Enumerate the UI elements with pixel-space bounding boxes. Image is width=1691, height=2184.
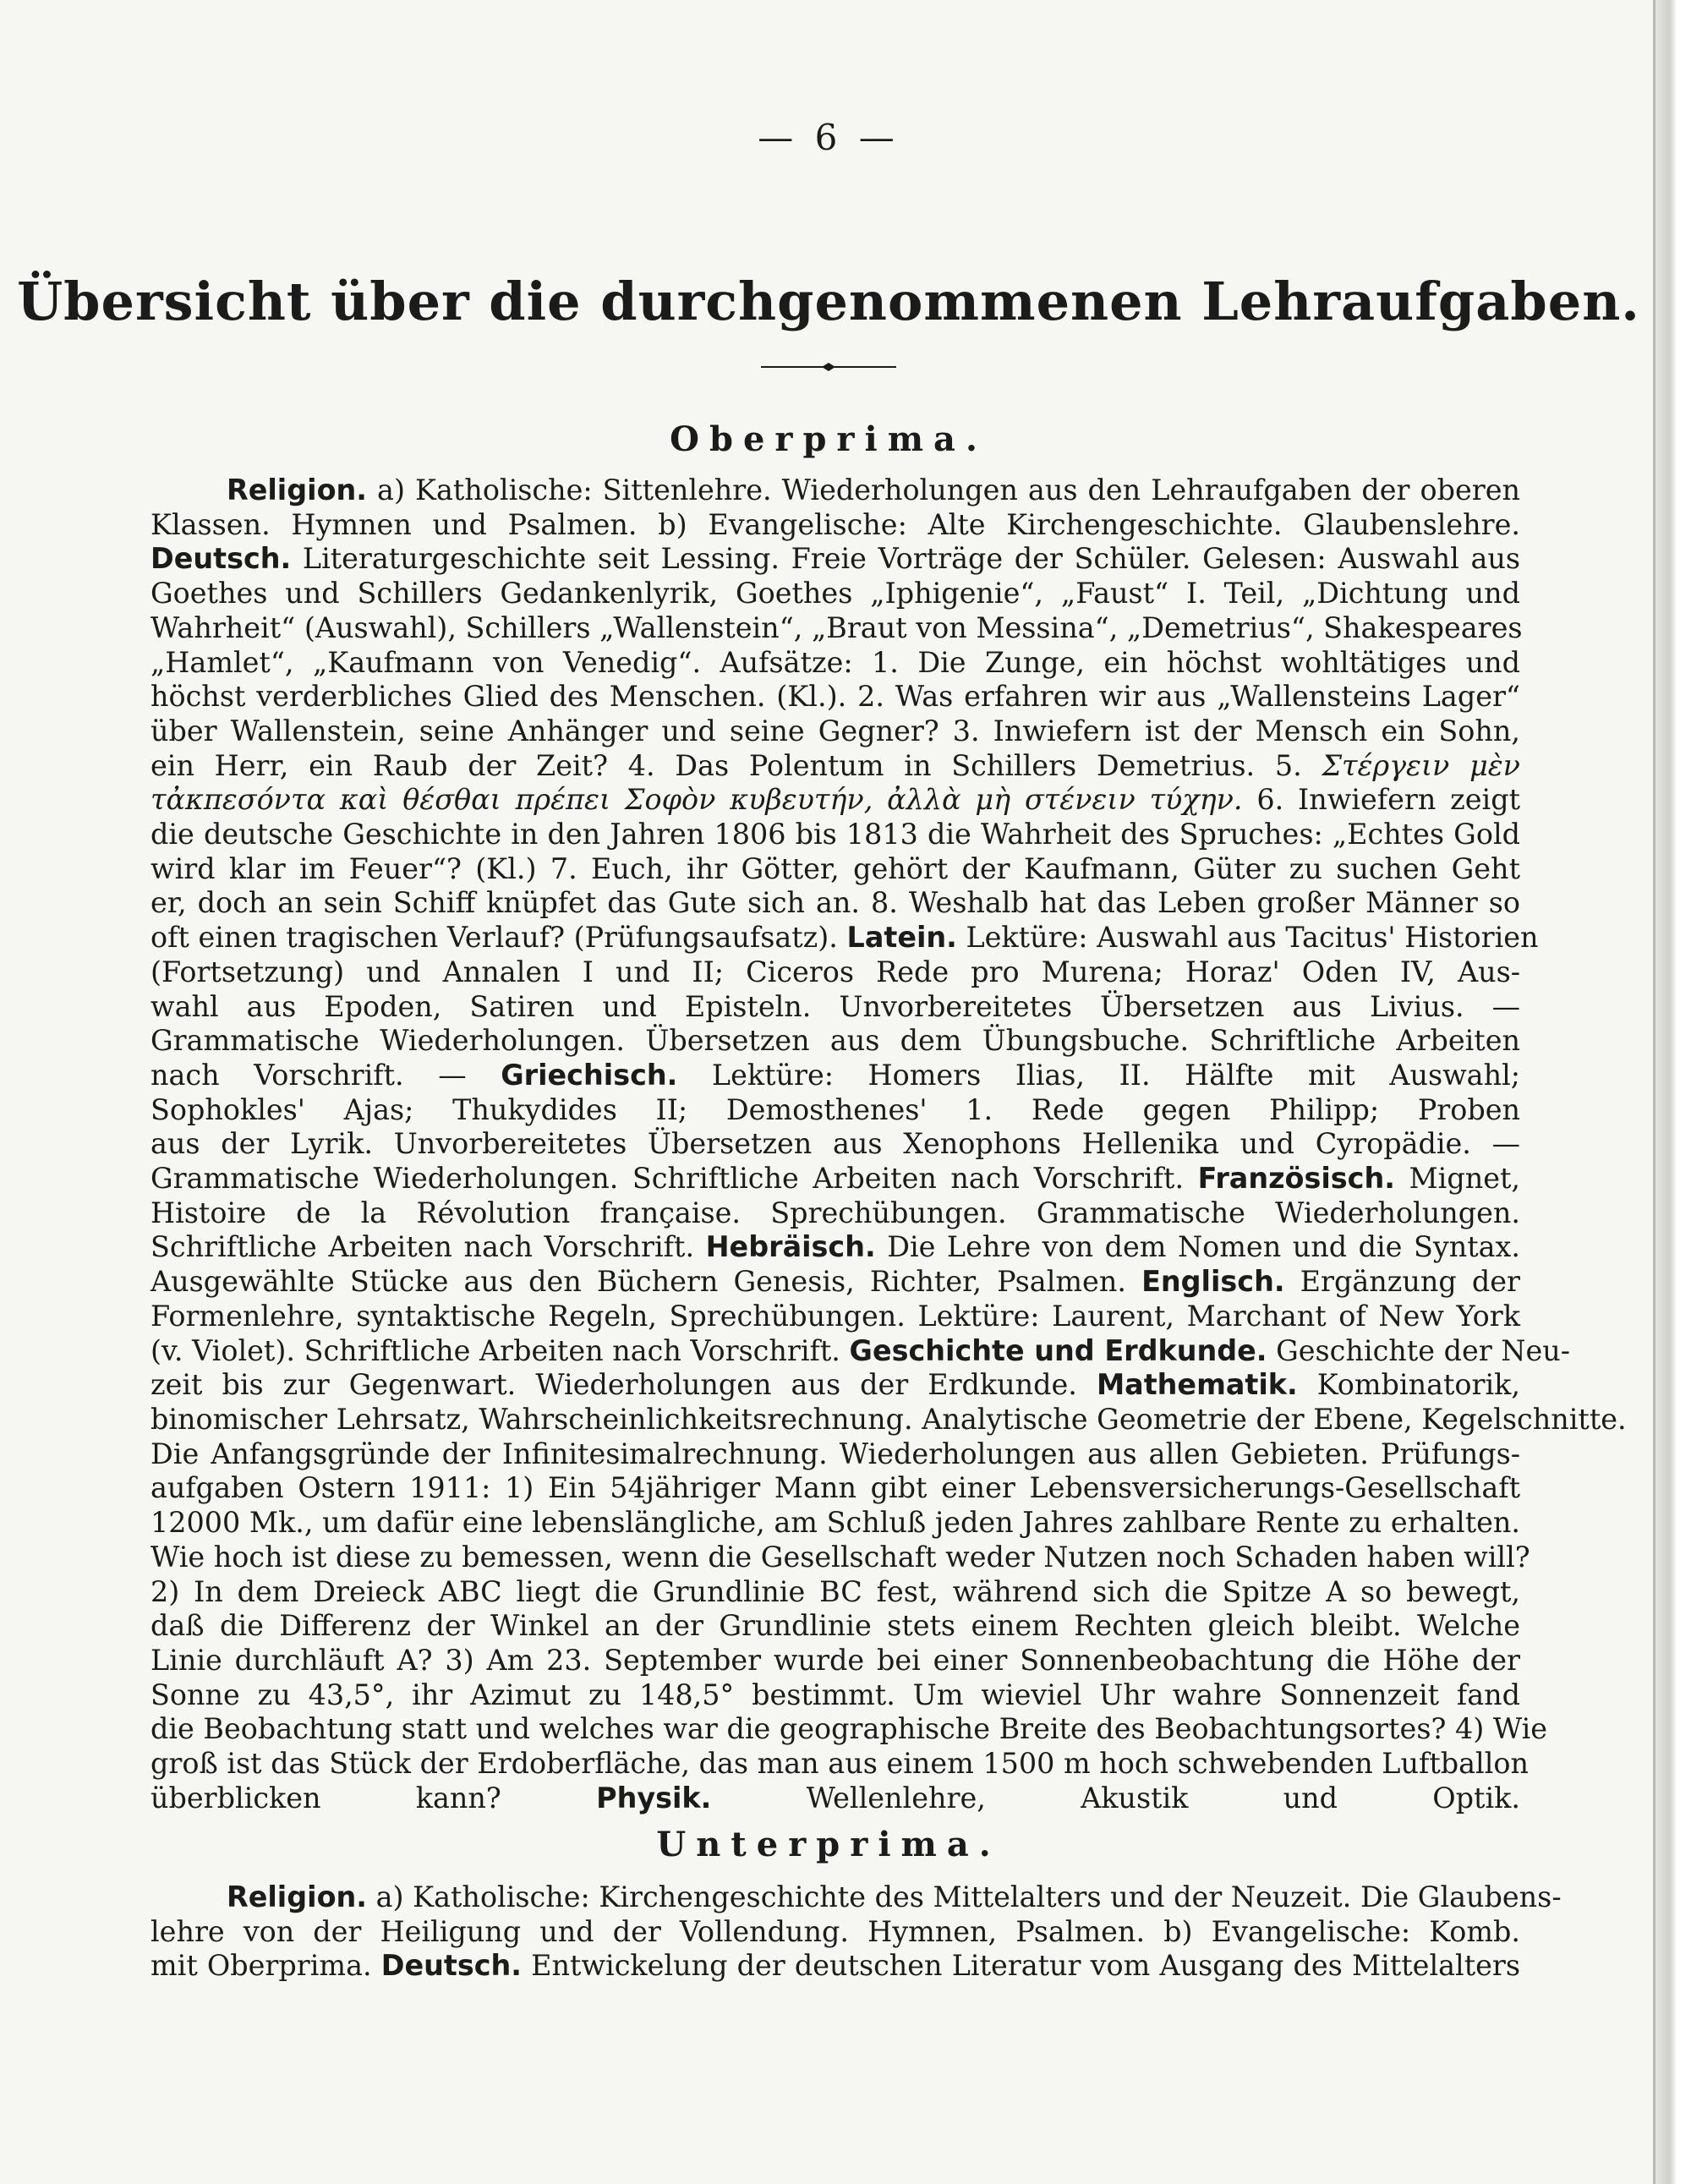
subject-label: Religion. bbox=[227, 473, 367, 506]
text-line bbox=[150, 680, 1520, 714]
body-text-run: (v. Violet). Schriftliche Arbeiten nach Vorschrift. bbox=[150, 1333, 850, 1367]
body-text-run: Sonne zu 43,5°, ihr Azimut zu 148,5° bestimmt. Um wieviel Uhr wahre Sonnenzeit fand bbox=[150, 1678, 1520, 1711]
body-text-run: Literaturgeschichte seit Lessing. Freie Vorträge der Schüler. Gelesen: Auswahl aus bbox=[291, 542, 1520, 576]
subject-label: Religion. bbox=[227, 1880, 367, 1913]
body-text-run: 2) In dem Dreieck ABC liegt die Grundlinie BC fest, während sich die Spitze A so bewegt, bbox=[150, 1574, 1520, 1608]
text-line bbox=[150, 1712, 1548, 1747]
body-text-run: 6. Inwiefern zeigt bbox=[1242, 783, 1520, 817]
text-line bbox=[150, 1782, 1520, 1816]
text-line bbox=[150, 508, 1520, 543]
text-line bbox=[150, 990, 1520, 1025]
text-line bbox=[150, 852, 1520, 887]
text-line bbox=[150, 818, 1520, 852]
body-text-run: 12000 Mk., um dafür eine lebenslängliche, am Schluß jeden Jahres zahlbare Rente zu erhalten. bbox=[150, 1506, 1520, 1540]
text-line bbox=[150, 921, 1539, 955]
text-line bbox=[150, 473, 1520, 508]
text-line bbox=[150, 1368, 1520, 1403]
body-text-run: Formenlehre, syntaktische Regeln, Sprechübungen. Lektüre: Laurent, Marchant of New York bbox=[150, 1299, 1520, 1333]
page-title: Übersicht über die durchgenommenen Lehraufgaben. bbox=[17, 271, 1640, 332]
text-line bbox=[150, 1609, 1520, 1644]
body-text-run: Sophokles' Ajas; Thukydides II; Demosthenes' 1. Rede gegen Philipp; Proben bbox=[150, 1092, 1520, 1126]
body-text-run: über Wallenstein, seine Anhänger und seine Gegner? 3. Inwiefern ist der Mensch ein Sohn, bbox=[150, 714, 1520, 747]
section-body-oberprima bbox=[150, 473, 1627, 1815]
body-text-run: aufgaben Ostern 1911: 1) Ein 54jähriger Mann gibt einer Lebensversicherungs-Gesellschaft bbox=[150, 1471, 1520, 1505]
body-text-run: Goethes und Schillers Gedankenlyrik, Goethes „Iphigenie“, „Faust“ I. Teil, „Dichtung und bbox=[150, 577, 1520, 610]
text-line bbox=[150, 1540, 1530, 1575]
text-line bbox=[150, 542, 1520, 577]
subject-label: Mathematik. bbox=[1096, 1368, 1298, 1402]
title-divider-ornament bbox=[761, 362, 896, 372]
text-line bbox=[150, 1093, 1520, 1128]
text-line bbox=[150, 749, 1520, 784]
text-line bbox=[150, 1437, 1520, 1472]
body-text-run: Ergänzung der bbox=[1284, 1265, 1520, 1299]
body-text-run: die deutsche Geschichte in den Jahren 1806 bis 1813 die Wahrheit des Spruches: „Echtes Gold bbox=[150, 818, 1520, 851]
text-line bbox=[150, 1471, 1520, 1506]
body-text-run: Entwickelung der deutschen Literatur vom Ausgang des Mittelalters bbox=[522, 1949, 1520, 1983]
body-text-run: Wie hoch ist diese zu bemessen, wenn die Gesellschaft weder Nutzen noch Schaden haben will? bbox=[150, 1540, 1530, 1574]
text-line bbox=[150, 886, 1520, 921]
subject-label: Französisch. bbox=[1197, 1162, 1395, 1196]
text-line bbox=[150, 610, 1523, 646]
body-text-run: Histoire de la Révolution française. Sprechübungen. Grammatische Wiederholungen. bbox=[150, 1196, 1520, 1229]
greek-quote: Στέργειν μὲν bbox=[1322, 748, 1520, 782]
text-line bbox=[150, 1880, 1562, 1915]
body-text-run: daß die Differenz der Winkel an der Grundlinie stets einem Rechten gleich bleibt. Welche bbox=[150, 1609, 1520, 1643]
body-text-run: Die Lehre von dem Nomen und die Syntax. bbox=[875, 1230, 1520, 1264]
body-text-run: Grammatische Wiederholungen. Schriftliche Arbeiten nach Vorschrift. bbox=[150, 1162, 1198, 1196]
body-text-run: Lektüre: Homers Ilias, II. Hälfte mit Auswahl; bbox=[677, 1058, 1521, 1092]
body-text-run: a) Katholische: Sittenlehre. Wiederholungen aus den Lehraufgaben der oberen bbox=[367, 473, 1520, 506]
body-text-run: a) Katholische: Kirchengeschichte des Mittelalters und der Neuzeit. Die Glaubens- bbox=[367, 1880, 1562, 1913]
greek-quote: τἀκπεσόντα καὶ θέσθαι πρέπει Σοφὸν κυβευτήν, ἀλλὰ μὴ στένειν τύχην. bbox=[150, 783, 1243, 817]
text-line bbox=[150, 1747, 1530, 1782]
text-line bbox=[150, 1575, 1520, 1610]
body-text-run: höchst verderbliches Glied des Menschen. (Kl.). 2. Was erfahren wir aus „Wallensteins Lager“ bbox=[150, 680, 1520, 714]
text-line bbox=[150, 1127, 1520, 1162]
text-line bbox=[150, 1506, 1520, 1541]
body-text-run: Grammatische Wiederholungen. Übersetzen aus dem Übungsbuche. Schriftliche Arbeiten bbox=[150, 1024, 1520, 1058]
text-line bbox=[150, 1949, 1520, 1984]
text-line bbox=[150, 646, 1520, 681]
body-text-run: Die Anfangsgründe der Infinitesimalrechnung. Wiederholungen aus allen Gebieten. Prüfungs- bbox=[150, 1437, 1520, 1470]
book-binding-edge bbox=[1653, 0, 1691, 2184]
body-text-run: Linie durchläuft A? 3) Am 23. September wurde bei einer Sonnenbeobachtung die Höhe der bbox=[150, 1643, 1520, 1677]
body-text-run: mit Oberprima. bbox=[150, 1949, 381, 1983]
text-line bbox=[150, 783, 1520, 818]
section-body-unterprima bbox=[150, 1880, 1562, 1984]
text-line bbox=[150, 955, 1520, 990]
subject-label: Griechisch. bbox=[501, 1058, 678, 1092]
body-text-run: binomischer Lehrsatz, Wahrscheinlichkeitsrechnung. Analytische Geometrie der Ebene, Kegelschnitte. bbox=[150, 1402, 1627, 1436]
text-line bbox=[150, 1402, 1627, 1437]
text-line bbox=[150, 1300, 1520, 1334]
body-text-run: Mignet, bbox=[1394, 1162, 1521, 1196]
body-text-run: Ausgewählte Stücke aus den Büchern Genesis, Richter, Psalmen. bbox=[150, 1265, 1142, 1299]
body-text-run: Kombinatorik, bbox=[1297, 1368, 1521, 1402]
text-line bbox=[150, 1230, 1520, 1265]
body-text-run: lehre von der Heiligung und der Vollendung. Hymnen, Psalmen. b) Evangelische: Komb. bbox=[150, 1914, 1520, 1948]
body-text-run: er, doch an sein Schiff knüpfet das Gute sich an. 8. Weshalb hat das Leben großer Männer so bbox=[150, 886, 1520, 920]
body-text-run: oft einen tragischen Verlauf? (Prüfungsaufsatz). bbox=[150, 921, 847, 955]
body-text-run: wahl aus Epoden, Satiren und Episteln. Unvorbereitetes Übersetzen aus Livius. — bbox=[150, 989, 1520, 1023]
subject-label: Deutsch. bbox=[380, 1949, 522, 1983]
page-number: — 6 — bbox=[758, 117, 900, 158]
body-text-run: „Hamlet“, „Kaufmann von Venedig“. Aufsätze: 1. Die Zunge, ein höchst wohltätiges und bbox=[150, 645, 1520, 679]
text-line bbox=[150, 577, 1520, 611]
text-line bbox=[150, 1024, 1520, 1059]
text-line bbox=[150, 1333, 1571, 1369]
text-line bbox=[150, 1059, 1520, 1093]
body-text-run: nach Vorschrift. — bbox=[150, 1058, 501, 1092]
subject-label: Hebräisch. bbox=[705, 1230, 876, 1264]
subject-label: Geschichte und Erdkunde. bbox=[849, 1333, 1267, 1367]
subject-label: Deutsch. bbox=[150, 542, 292, 576]
body-text-run: Lektüre: Auswahl aus Tacitus' Historien bbox=[956, 921, 1539, 955]
text-line bbox=[150, 1196, 1520, 1231]
text-line bbox=[150, 1162, 1520, 1196]
text-line bbox=[150, 1265, 1520, 1300]
body-text-run: (Fortsetzung) und Annalen I und II; Ciceros Rede pro Murena; Horaz' Oden IV, Aus- bbox=[150, 955, 1520, 988]
body-text-run: wird klar im Feuer“? (Kl.) 7. Euch, ihr Götter, gehört der Kaufmann, Güter zu suchen Geht bbox=[150, 851, 1520, 885]
body-text-run: Klassen. Hymnen und Psalmen. b) Evangelische: Alte Kirchengeschichte. Glaubenslehre. bbox=[150, 507, 1520, 541]
body-text-run: aus der Lyrik. Unvorbereitetes Übersetzen aus Xenophons Hellenika und Cyropädie. — bbox=[150, 1127, 1520, 1161]
body-text-run: überblicken kann? bbox=[150, 1781, 597, 1815]
body-text-run: Schriftliche Arbeiten nach Vorschrift. bbox=[150, 1230, 706, 1264]
text-line bbox=[150, 1644, 1520, 1678]
body-text-run: ein Herr, ein Raub der Zeit? 4. Das Polentum in Schillers Demetrius. 5. bbox=[150, 748, 1322, 782]
section-heading-oberprima: Oberprima. bbox=[670, 419, 988, 459]
text-line bbox=[150, 714, 1520, 749]
text-line bbox=[150, 1915, 1520, 1950]
body-text-run: die Beobachtung statt und welches war die geographische Breite des Beobachtungsortes? 4) Wie bbox=[150, 1712, 1548, 1746]
body-text-run: Geschichte der Neu- bbox=[1267, 1333, 1571, 1367]
text-line bbox=[150, 1678, 1520, 1713]
body-text-run: Wahrheit“ (Auswahl), Schillers „Wallenstein“, „Braut von Messina“, „Demetrius“, Shakespeares bbox=[150, 610, 1523, 644]
subject-label: Englisch. bbox=[1141, 1265, 1285, 1299]
subject-label: Physik. bbox=[596, 1781, 712, 1815]
body-text-run: zeit bis zur Gegenwart. Wiederholungen aus der Erdkunde. bbox=[150, 1368, 1097, 1402]
body-text-run: Wellenlehre, Akustik und Optik. bbox=[711, 1781, 1520, 1815]
body-text-run: groß ist das Stück der Erdoberfläche, das man aus einem 1500 m hoch schwebenden Luftballon bbox=[150, 1747, 1530, 1781]
subject-label: Latein. bbox=[846, 921, 957, 955]
section-heading-unterprima: Unterprima. bbox=[656, 1825, 1001, 1864]
